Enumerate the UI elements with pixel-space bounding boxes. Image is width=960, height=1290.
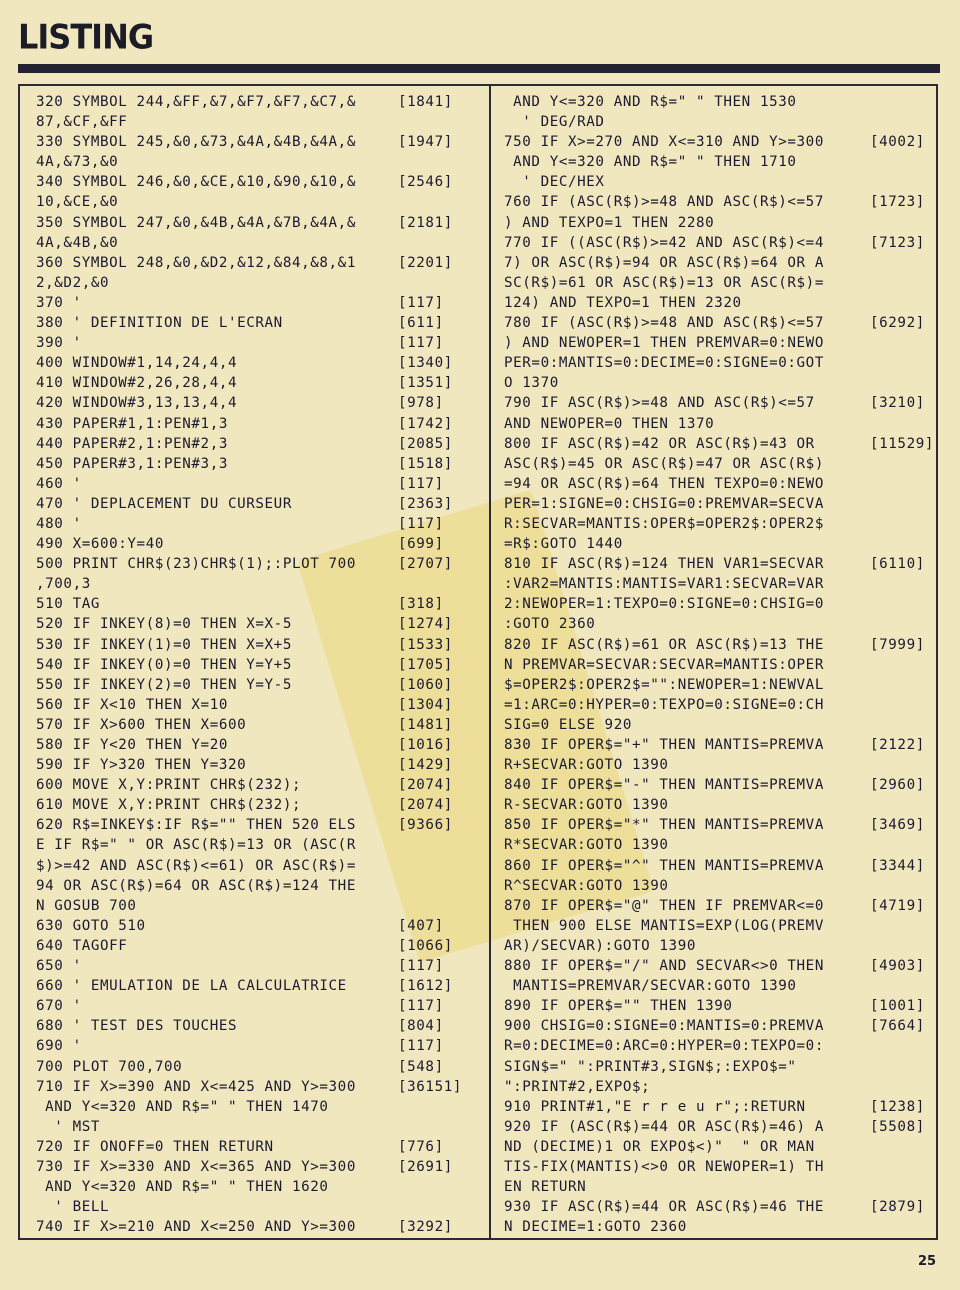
checksum: [5508] — [870, 1118, 925, 1135]
code-text: 610 MOVE X,Y:PRINT CHR$(232); — [36, 797, 302, 814]
code-line — [36, 514, 488, 534]
code-text: AND Y<=320 AND R$=" " THEN 1620 — [36, 1179, 329, 1196]
code-line — [504, 594, 936, 614]
code-line — [36, 655, 488, 675]
code-line — [504, 614, 936, 634]
checksum: [407] — [398, 917, 444, 934]
code-line — [36, 715, 488, 735]
code-text: 840 IF OPER$="-" THEN MANTIS=PREMVA — [504, 777, 824, 794]
code-text: 660 ' EMULATION DE LA CALCULATRICE — [36, 978, 347, 995]
code-line — [36, 1137, 488, 1157]
code-line — [504, 534, 936, 554]
checksum: [117] — [398, 475, 444, 492]
code-line — [36, 192, 488, 212]
code-line — [36, 614, 488, 634]
code-text: AR)/SECVAR):GOTO 1390 — [504, 937, 696, 954]
code-line — [504, 494, 936, 514]
code-line — [36, 896, 488, 916]
code-text: 380 ' DEFINITION DE L'ECRAN — [36, 315, 283, 332]
checksum: [4719] — [870, 897, 925, 914]
code-text: N PREMVAR=SECVAR:SECVAR=MANTIS:OPER — [504, 656, 824, 673]
code-text: ) AND TEXPO=1 THEN 2280 — [504, 214, 715, 231]
checksum: [3344] — [870, 857, 925, 874]
checksum: [117] — [398, 335, 444, 352]
checksum: [3210] — [870, 395, 925, 412]
code-line — [504, 1077, 936, 1097]
code-line — [504, 333, 936, 353]
code-text: ":PRINT#2,EXPO$; — [504, 1078, 651, 1095]
code-text: 87,&CF,&FF — [36, 114, 128, 131]
code-line — [36, 313, 488, 333]
code-line — [36, 635, 488, 655]
code-line — [36, 273, 488, 293]
checksum: [776] — [398, 1138, 444, 1155]
code-line — [504, 996, 936, 1016]
checksum: [117] — [398, 1038, 444, 1055]
code-text: ) AND NEWOPER=1 THEN PREMVAR=0:NEWO — [504, 335, 824, 352]
checksum: [318] — [398, 596, 444, 613]
code-text: 600 MOVE X,Y:PRINT CHR$(232); — [36, 777, 302, 794]
code-text: 630 GOTO 510 — [36, 917, 146, 934]
code-text: 460 ' — [36, 475, 82, 492]
code-text: 420 WINDOW#3,13,13,4,4 — [36, 395, 238, 412]
code-text: $=OPER2$:OPER2$="":NEWOPER=1:NEWVAL — [504, 676, 824, 693]
code-line — [504, 755, 936, 775]
checksum: [1340] — [398, 355, 453, 372]
code-line — [504, 775, 936, 795]
code-text: 580 IF Y<20 THEN Y=20 — [36, 737, 228, 753]
code-line — [36, 393, 488, 413]
code-text: 700 PLOT 700,700 — [36, 1058, 183, 1075]
code-text: E IF R$=" " OR ASC(R$)=13 OR (ASC(R — [36, 837, 356, 854]
code-text: N GOSUB 700 — [36, 897, 137, 914]
code-line — [504, 635, 936, 655]
code-text: R*SECVAR:GOTO 1390 — [504, 837, 669, 854]
checksum: [6110] — [870, 556, 925, 573]
code-text: 550 IF INKEY(2)=0 THEN Y=Y-5 — [36, 676, 292, 693]
code-text: 124) AND TEXPO=1 THEN 2320 — [504, 294, 742, 311]
code-line — [36, 755, 488, 775]
checksum: [4903] — [870, 958, 925, 975]
code-line — [504, 835, 936, 855]
code-text: MANTIS=PREMVAR/SECVAR:GOTO 1390 — [504, 978, 797, 995]
code-line — [36, 574, 488, 594]
code-line — [504, 152, 936, 172]
checksum: [1612] — [398, 978, 453, 995]
code-text: 400 WINDOW#1,14,24,4,4 — [36, 355, 238, 372]
code-line — [504, 715, 936, 735]
code-line — [36, 534, 488, 554]
code-text: 790 IF ASC(R$)>=48 AND ASC(R$)<=57 — [504, 395, 815, 412]
checksum: [2201] — [398, 254, 453, 271]
checksum: [1742] — [398, 415, 453, 432]
code-text: 340 SYMBOL 246,&0,&CE,&10,&90,&10,& — [36, 174, 356, 191]
code-line — [36, 1117, 488, 1137]
checksum: [2122] — [870, 737, 925, 753]
code-text: 640 TAGOFF — [36, 937, 128, 954]
code-line — [504, 936, 936, 956]
code-line — [504, 655, 936, 675]
code-line — [504, 393, 936, 413]
code-text: SC(R$)=61 OR ASC(R$)=13 OR ASC(R$)= — [504, 274, 824, 291]
code-line — [36, 112, 488, 132]
code-line — [504, 815, 936, 835]
code-text: AND Y<=320 AND R$=" " THEN 1710 — [504, 154, 797, 171]
code-text: 2,&D2,&0 — [36, 274, 110, 291]
code-text: ,700,3 — [36, 576, 91, 593]
checksum: [1016] — [398, 737, 453, 753]
checksum: [9366] — [398, 817, 453, 834]
code-line — [36, 333, 488, 353]
checksum: [4002] — [870, 134, 925, 151]
checksum: [978] — [398, 395, 444, 412]
code-text: 760 IF (ASC(R$)>=48 AND ASC(R$)<=57 — [504, 194, 824, 211]
checksum: [2707] — [398, 556, 453, 573]
code-line — [36, 815, 488, 835]
code-line — [504, 514, 936, 534]
code-text: O 1370 — [504, 375, 559, 392]
code-text: 390 ' — [36, 335, 82, 352]
code-text: TIS-FIX(MANTIS)<>0 OR NEWOPER=1) TH — [504, 1158, 824, 1175]
code-text: 880 IF OPER$="/" AND SECVAR<>0 THEN — [504, 958, 824, 975]
code-line — [36, 132, 488, 152]
code-text: 520 IF INKEY(8)=0 THEN X=X-5 — [36, 616, 292, 633]
checksum: [2085] — [398, 435, 453, 452]
code-line — [504, 253, 936, 273]
code-text: 570 IF X>600 THEN X=600 — [36, 716, 247, 733]
code-line — [504, 434, 936, 454]
code-line — [36, 1197, 488, 1217]
code-line — [504, 1137, 936, 1157]
code-text: 430 PAPER#1,1:PEN#1,3 — [36, 415, 228, 432]
code-text: 910 PRINT#1,"E r r e u r";:RETURN — [504, 1098, 806, 1115]
checksum: [2960] — [870, 777, 925, 794]
code-line — [36, 152, 488, 172]
code-line — [36, 293, 488, 313]
code-line — [36, 213, 488, 233]
code-text: PER=1:SIGNE=0:CHSIG=0:PREMVAR=SECVA — [504, 495, 824, 512]
checksum: [1841] — [398, 94, 453, 110]
checksum: [2074] — [398, 797, 453, 814]
code-line — [36, 675, 488, 695]
code-line — [504, 1217, 936, 1237]
code-text: SIGN$=" ":PRINT#3,SIGN$;:EXPO$=" — [504, 1058, 797, 1075]
code-line — [36, 1177, 488, 1197]
code-line — [504, 293, 936, 313]
code-line — [504, 233, 936, 253]
code-text: 930 IF ASC(R$)=44 OR ASC(R$)=46 THE — [504, 1199, 824, 1216]
checksum: [2691] — [398, 1158, 453, 1175]
code-text: 320 SYMBOL 244,&FF,&7,&F7,&F7,&C7,& — [36, 94, 356, 110]
code-line — [36, 594, 488, 614]
code-text: R+SECVAR:GOTO 1390 — [504, 757, 669, 774]
code-line — [504, 916, 936, 936]
checksum: [1518] — [398, 455, 453, 472]
checksum: [117] — [398, 294, 444, 311]
code-line — [504, 172, 936, 192]
code-line — [36, 454, 488, 474]
checksum: [3292] — [398, 1219, 453, 1236]
code-line — [36, 856, 488, 876]
code-line — [504, 795, 936, 815]
checksum: [7999] — [870, 636, 925, 653]
code-text: EN RETURN — [504, 1179, 587, 1196]
code-text: R^SECVAR:GOTO 1390 — [504, 877, 669, 894]
section-title: LISTING — [18, 17, 154, 57]
checksum: [11529] — [870, 435, 934, 452]
code-line — [504, 373, 936, 393]
checksum: [1429] — [398, 757, 453, 774]
checksum: [2879] — [870, 1199, 925, 1216]
code-text: 330 SYMBOL 245,&0,&73,&4A,&4B,&4A,& — [36, 134, 356, 151]
code-line — [504, 213, 936, 233]
code-line — [504, 273, 936, 293]
code-text: 920 IF (ASC(R$)=44 OR ASC(R$)=46) A — [504, 1118, 824, 1135]
code-text: 830 IF OPER$="+" THEN MANTIS=PREMVA — [504, 737, 824, 753]
code-text: 350 SYMBOL 247,&0,&4B,&4A,&7B,&4A,& — [36, 214, 356, 231]
checksum: [611] — [398, 315, 444, 332]
code-line — [504, 92, 936, 112]
checksum: [1274] — [398, 616, 453, 633]
page-number: 25 — [918, 1254, 937, 1269]
code-line — [36, 695, 488, 715]
code-text: 530 IF INKEY(1)=0 THEN X=X+5 — [36, 636, 292, 653]
code-text: 770 IF ((ASC(R$)>=42 AND ASC(R$)<=4 — [504, 234, 824, 251]
code-text: :GOTO 2360 — [504, 616, 596, 633]
code-line — [36, 233, 488, 253]
code-line — [504, 675, 936, 695]
code-text: 820 IF ASC(R$)=61 OR ASC(R$)=13 THE — [504, 636, 824, 653]
code-text: 4A,&73,&0 — [36, 154, 119, 171]
code-text: :VAR2=MANTIS:MANTIS=VAR1:SECVAR=VAR — [504, 576, 824, 593]
code-text: 890 IF OPER$="" THEN 1390 — [504, 998, 733, 1015]
code-line — [36, 353, 488, 373]
listing-frame — [18, 84, 938, 1240]
code-line — [504, 414, 936, 434]
code-line — [36, 1016, 488, 1036]
code-line — [504, 1097, 936, 1117]
code-line — [504, 192, 936, 212]
code-line — [504, 554, 936, 574]
code-line — [36, 996, 488, 1016]
code-text: 800 IF ASC(R$)=42 OR ASC(R$)=43 OR — [504, 435, 815, 452]
code-text: =1:ARC=0:HYPER=0:TEXPO=0:SIGNE=0:CH — [504, 696, 824, 713]
header-rule — [18, 64, 940, 73]
code-line — [36, 494, 488, 514]
code-line — [504, 1036, 936, 1056]
checksum: [3469] — [870, 817, 925, 834]
code-text: 720 IF ONOFF=0 THEN RETURN — [36, 1138, 274, 1155]
code-text: 450 PAPER#3,1:PEN#3,3 — [36, 455, 228, 472]
code-text: 860 IF OPER$="^" THEN MANTIS=PREMVA — [504, 857, 824, 874]
code-text: 850 IF OPER$="*" THEN MANTIS=PREMVA — [504, 817, 824, 834]
code-line — [504, 1057, 936, 1077]
code-line — [504, 574, 936, 594]
code-text: R=0:DECIME=0:ARC=0:HYPER=0:TEXPO=0: — [504, 1038, 824, 1055]
checksum: [117] — [398, 958, 444, 975]
code-line — [36, 976, 488, 996]
code-text: 510 TAG — [36, 596, 100, 613]
code-line — [504, 474, 936, 494]
checksum: [1060] — [398, 676, 453, 693]
code-text: 2:NEWOPER=1:TEXPO=0:SIGNE=0:CHSIG=0 — [504, 596, 824, 613]
checksum: [1001] — [870, 998, 925, 1015]
code-text: 740 IF X>=210 AND X<=250 AND Y>=300 — [36, 1219, 356, 1236]
code-text: 780 IF (ASC(R$)>=48 AND ASC(R$)<=57 — [504, 315, 824, 332]
code-text: 670 ' — [36, 998, 82, 1015]
checksum: [117] — [398, 998, 444, 1015]
code-text: 810 IF ASC(R$)=124 THEN VAR1=SECVAR — [504, 556, 824, 573]
code-text: ' MST — [36, 1118, 100, 1135]
code-line — [504, 876, 936, 896]
code-text: 500 PRINT CHR$(23)CHR$(1);:PLOT 700 — [36, 556, 356, 573]
checksum: [117] — [398, 515, 444, 532]
checksum: [804] — [398, 1018, 444, 1035]
column-divider — [489, 86, 491, 1238]
code-text: 690 ' — [36, 1038, 82, 1055]
code-text: SIG=0 ELSE 920 — [504, 716, 632, 733]
code-line — [504, 1117, 936, 1137]
checksum: [2363] — [398, 495, 453, 512]
code-text: 440 PAPER#2,1:PEN#2,3 — [36, 435, 228, 452]
code-text: 750 IF X>=270 AND X<=310 AND Y>=300 — [504, 134, 824, 151]
code-line — [36, 1077, 488, 1097]
checksum: [1705] — [398, 656, 453, 673]
checksum: [6292] — [870, 315, 925, 332]
checksum: [7664] — [870, 1018, 925, 1035]
code-line — [36, 554, 488, 574]
code-text: 7) OR ASC(R$)=94 OR ASC(R$)=64 OR A — [504, 254, 824, 271]
code-line — [504, 112, 936, 132]
code-text: 560 IF X<10 THEN X=10 — [36, 696, 228, 713]
code-line — [36, 92, 488, 112]
code-text: 10,&CE,&0 — [36, 194, 119, 211]
code-line — [36, 916, 488, 936]
checksum: [1947] — [398, 134, 453, 151]
code-line — [36, 835, 488, 855]
checksum: [7123] — [870, 234, 925, 251]
code-text: THEN 900 ELSE MANTIS=EXP(LOG(PREMV — [504, 917, 824, 934]
code-line — [36, 474, 488, 494]
code-line — [504, 735, 936, 755]
code-line — [504, 1157, 936, 1177]
checksum: [36151] — [398, 1078, 462, 1095]
code-text: 650 ' — [36, 958, 82, 975]
code-line — [504, 695, 936, 715]
code-text: 870 IF OPER$="@" THEN IF PREMVAR<=0 — [504, 897, 824, 914]
code-text: N DECIME=1:GOTO 2360 — [504, 1219, 687, 1236]
code-text: AND NEWOPER=0 THEN 1370 — [504, 415, 715, 432]
checksum: [699] — [398, 536, 444, 553]
code-text: 900 CHSIG=0:SIGNE=0:MANTIS=0:PREMVA — [504, 1018, 824, 1035]
code-line — [36, 1057, 488, 1077]
listing-column-right — [504, 92, 936, 1237]
checksum: [2074] — [398, 777, 453, 794]
code-line — [36, 775, 488, 795]
code-line — [504, 956, 936, 976]
code-line — [504, 856, 936, 876]
checksum: [1238] — [870, 1098, 925, 1115]
code-text: 730 IF X>=330 AND X<=365 AND Y>=300 — [36, 1158, 356, 1175]
checksum: [2181] — [398, 214, 453, 231]
code-text: ASC(R$)=45 OR ASC(R$)=47 OR ASC(R$) — [504, 455, 824, 472]
code-text: PER=0:MANTIS=0:DECIME=0:SIGNE=0:GOT — [504, 355, 824, 372]
checksum: [1533] — [398, 636, 453, 653]
code-text: 710 IF X>=390 AND X<=425 AND Y>=300 — [36, 1078, 356, 1095]
code-text: 480 ' — [36, 515, 82, 532]
code-text: AND Y<=320 AND R$=" " THEN 1530 — [504, 94, 797, 110]
code-line — [36, 172, 488, 192]
code-line — [36, 936, 488, 956]
code-text: 680 ' TEST DES TOUCHES — [36, 1018, 238, 1035]
code-line — [36, 1097, 488, 1117]
code-line — [504, 454, 936, 474]
code-text: R-SECVAR:GOTO 1390 — [504, 797, 669, 814]
code-text: AND Y<=320 AND R$=" " THEN 1470 — [36, 1098, 329, 1115]
code-text: 620 R$=INKEY$:IF R$="" THEN 520 ELS — [36, 817, 356, 834]
code-line — [36, 876, 488, 896]
code-text: ' DEC/HEX — [504, 174, 605, 191]
checksum: [1066] — [398, 937, 453, 954]
code-text: 94 OR ASC(R$)=64 OR ASC(R$)=124 THE — [36, 877, 356, 894]
code-line — [36, 434, 488, 454]
code-text: 470 ' DEPLACEMENT DU CURSEUR — [36, 495, 292, 512]
code-line — [36, 414, 488, 434]
code-text: 360 SYMBOL 248,&0,&D2,&12,&84,&8,&1 — [36, 254, 356, 271]
checksum: [2546] — [398, 174, 453, 191]
code-text: 370 ' — [36, 294, 82, 311]
code-line — [504, 353, 936, 373]
checksum: [1481] — [398, 716, 453, 733]
code-text: R:SECVAR=MANTIS:OPER$=OPER2$:OPER2$ — [504, 515, 824, 532]
code-line — [504, 1177, 936, 1197]
code-line — [36, 1036, 488, 1056]
code-line — [504, 976, 936, 996]
code-line — [504, 1197, 936, 1217]
code-line — [36, 1217, 488, 1237]
code-text: =R$:GOTO 1440 — [504, 536, 623, 553]
checksum: [1351] — [398, 375, 453, 392]
checksum: [548] — [398, 1058, 444, 1075]
code-line — [36, 1157, 488, 1177]
code-text: 4A,&4B,&0 — [36, 234, 119, 251]
code-line — [504, 896, 936, 916]
code-line — [504, 132, 936, 152]
code-line — [36, 795, 488, 815]
code-line — [36, 956, 488, 976]
code-text: 540 IF INKEY(0)=0 THEN Y=Y+5 — [36, 656, 292, 673]
code-line — [36, 253, 488, 273]
code-line — [36, 373, 488, 393]
checksum: [1723] — [870, 194, 925, 211]
code-text: 490 X=600:Y=40 — [36, 536, 164, 553]
checksum: [1304] — [398, 696, 453, 713]
listing-column-left — [36, 92, 488, 1237]
code-text: $)>=42 AND ASC(R$)<=61) OR ASC(R$)= — [36, 857, 356, 874]
code-text: 410 WINDOW#2,26,28,4,4 — [36, 375, 238, 392]
code-text: =94 OR ASC(R$)=64 THEN TEXPO=0:NEWO — [504, 475, 824, 492]
code-line — [504, 1016, 936, 1036]
code-text: ' DEG/RAD — [504, 114, 605, 131]
code-text: 590 IF Y>320 THEN Y=320 — [36, 757, 247, 774]
code-line — [504, 313, 936, 333]
code-line — [36, 735, 488, 755]
code-text: ' BELL — [36, 1199, 110, 1216]
code-text: ND (DECIME)1 OR EXPO$<)" " OR MAN — [504, 1138, 815, 1155]
